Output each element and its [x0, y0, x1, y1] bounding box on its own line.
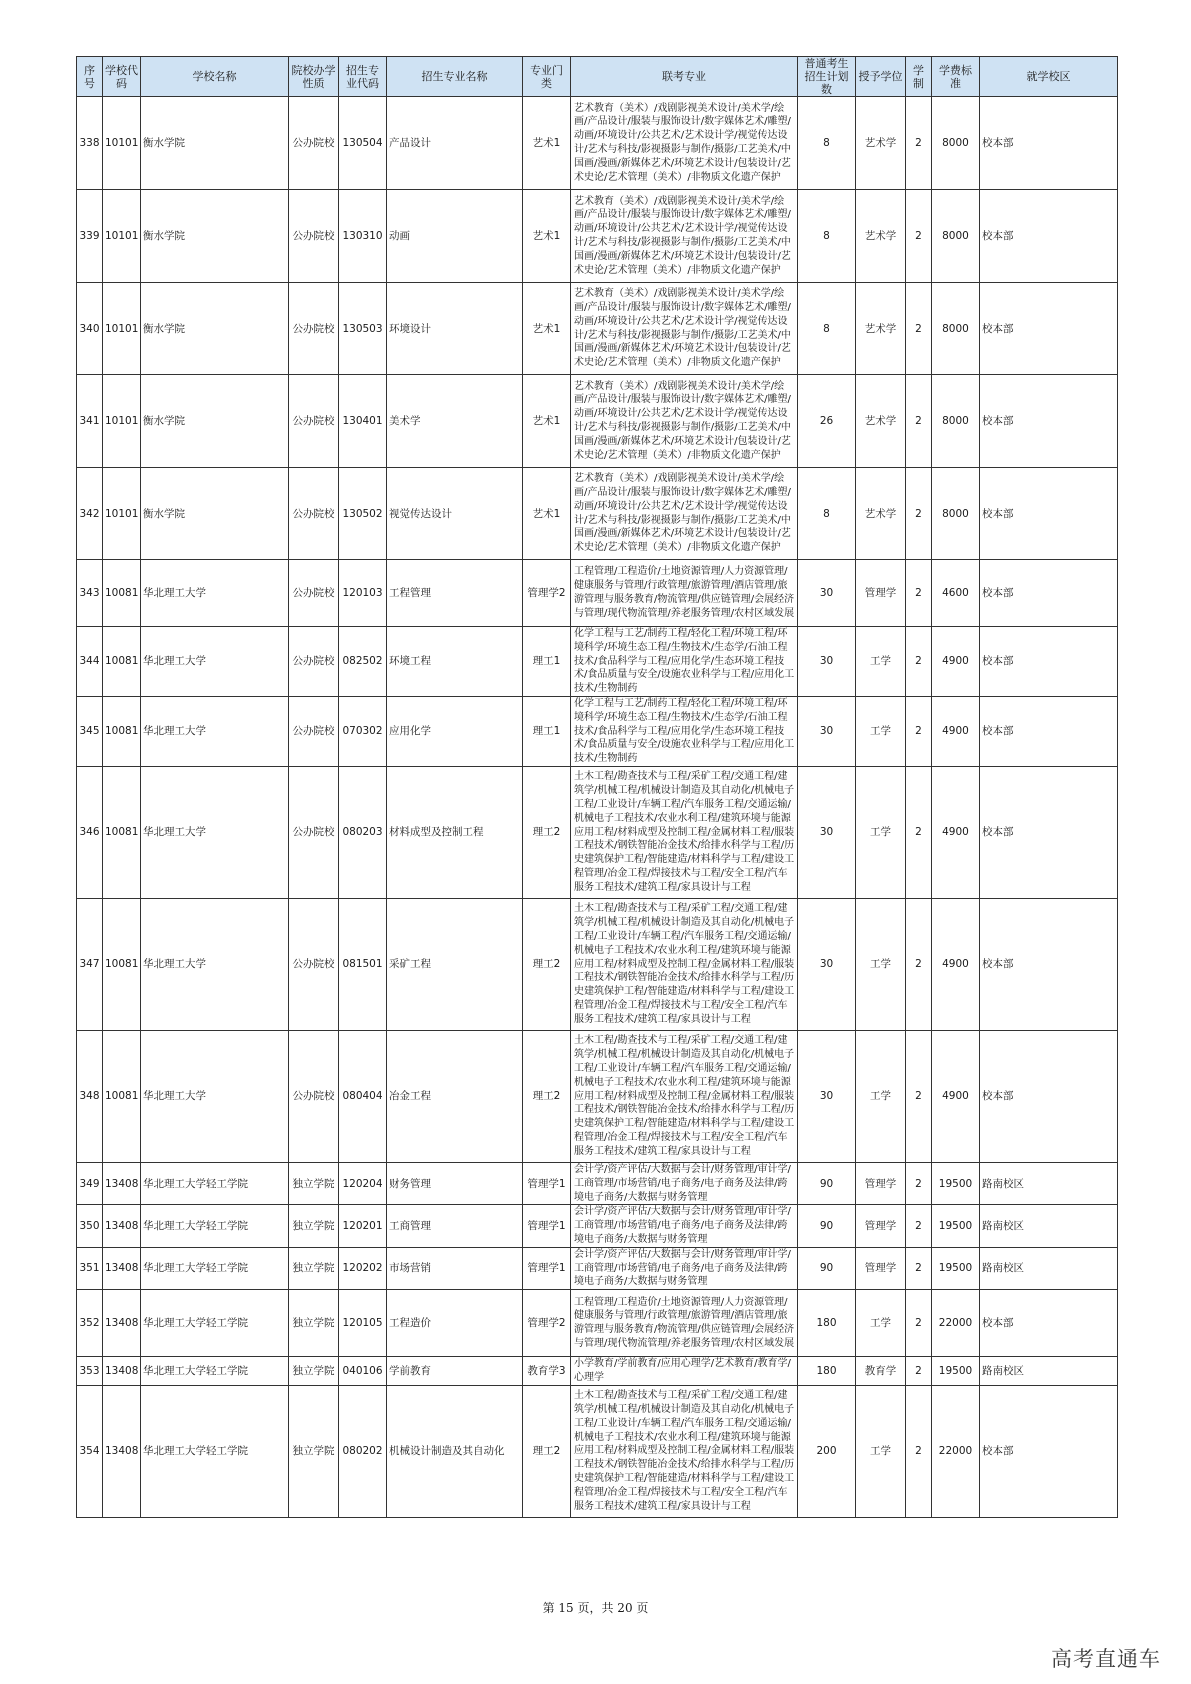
- cell-degree: 艺术学: [856, 283, 906, 375]
- header-row: [77, 57, 1118, 97]
- cell-school-name: 华北理工大学轻工学院: [141, 1385, 289, 1517]
- cell-campus: 校本部: [980, 627, 1118, 697]
- cell-major-name: 工程管理: [387, 560, 523, 627]
- cell-school-code: 10081: [103, 1030, 141, 1162]
- cell-seq: 352: [77, 1290, 103, 1357]
- cell-campus: 校本部: [980, 375, 1118, 468]
- header-category: 专业门类: [523, 57, 571, 97]
- cell-fee: 4900: [932, 627, 980, 697]
- cell-related: 艺术教育（美术）/戏剧影视美术设计/美术学/绘画/产品设计/服装与服饰设计/数字媒体艺术/雕塑/动画/环境设计/公共艺术/艺术设计学/视觉传达设计/艺术与科技/影视摄影与制作/摄影/工艺美术/中国画/漫画/新媒体艺术/环境艺术设计/包装设计/艺术史论/艺术管理（美术）/非物质文化遗产保护: [571, 190, 798, 283]
- table-row: [77, 560, 1118, 627]
- cell-plan: 30: [798, 1030, 856, 1162]
- cell-category: 艺术1: [523, 375, 571, 468]
- cell-campus: 路南校区: [980, 1205, 1118, 1247]
- header-degree: 授予学位: [856, 57, 906, 97]
- cell-school-name: 华北理工大学: [141, 696, 289, 766]
- cell-major-name: 视觉传达设计: [387, 468, 523, 560]
- cell-related: 艺术教育（美术）/戏剧影视美术设计/美术学/绘画/产品设计/服装与服饰设计/数字媒体艺术/雕塑/动画/环境设计/公共艺术/艺术设计学/视觉传达设计/艺术与科技/影视摄影与制作/摄影/工艺美术/中国画/漫画/新媒体艺术/环境艺术设计/包装设计/艺术史论/艺术管理（美术）/非物质文化遗产保护: [571, 97, 798, 190]
- cell-related: 土木工程/勘查技术与工程/采矿工程/交通工程/建筑学/机械工程/机械设计制造及其自动化/机械电子工程/工业设计/车辆工程/汽车服务工程/交通运输/机械电子工程技术/农业水利工程/建筑环境与能源应用工程/材料成型及控制工程/金属材料工程/服装工程技术/钢铁智能冶金技术/给排水科学与工程/历史建筑保护工程/智能建造/材料科学与工程/建设工程管理/冶金工程/焊接技术与工程/安全工程/汽车服务工程技术/建筑工程/家具设计与工程: [571, 1030, 798, 1162]
- cell-school-code: 13408: [103, 1290, 141, 1357]
- cell-school-name: 华北理工大学: [141, 560, 289, 627]
- cell-plan: 30: [798, 898, 856, 1030]
- cell-seq: 354: [77, 1385, 103, 1517]
- cell-years: 2: [906, 696, 932, 766]
- table-row: [77, 627, 1118, 697]
- cell-fee: 4900: [932, 1030, 980, 1162]
- cell-fee: 4900: [932, 766, 980, 898]
- cell-seq: 349: [77, 1162, 103, 1204]
- cell-related: 小学教育/学前教育/应用心理学/艺术教育/教育学/心理学: [571, 1357, 798, 1386]
- cell-fee: 22000: [932, 1385, 980, 1517]
- cell-related: 土木工程/勘查技术与工程/采矿工程/交通工程/建筑学/机械工程/机械设计制造及其自动化/机械电子工程/工业设计/车辆工程/汽车服务工程/交通运输/机械电子工程技术/农业水利工程/建筑环境与能源应用工程/材料成型及控制工程/金属材料工程/服装工程技术/钢铁智能冶金技术/给排水科学与工程/历史建筑保护工程/智能建造/材料科学与工程/建设工程管理/冶金工程/焊接技术与工程/安全工程/汽车服务工程技术/建筑工程/家具设计与工程: [571, 766, 798, 898]
- header-years: 学制: [906, 57, 932, 97]
- cell-major-code: 130401: [339, 375, 387, 468]
- cell-nature: 公办院校: [289, 468, 339, 560]
- cell-degree: 工学: [856, 696, 906, 766]
- cell-category: 管理学1: [523, 1162, 571, 1204]
- cell-years: 2: [906, 1247, 932, 1289]
- cell-years: 2: [906, 1205, 932, 1247]
- cell-category: 艺术1: [523, 97, 571, 190]
- cell-seq: 339: [77, 190, 103, 283]
- cell-fee: 22000: [932, 1290, 980, 1357]
- cell-years: 2: [906, 560, 932, 627]
- cell-plan: 90: [798, 1247, 856, 1289]
- cell-major-code: 082502: [339, 627, 387, 697]
- cell-category: 教育学3: [523, 1357, 571, 1386]
- cell-major-name: 应用化学: [387, 696, 523, 766]
- header-seq: 序号: [77, 57, 103, 97]
- cell-years: 2: [906, 1385, 932, 1517]
- cell-fee: 8000: [932, 375, 980, 468]
- cell-plan: 8: [798, 97, 856, 190]
- cell-major-code: 080202: [339, 1385, 387, 1517]
- cell-category: 理工2: [523, 1385, 571, 1517]
- table-row: [77, 1247, 1118, 1289]
- cell-campus: 校本部: [980, 898, 1118, 1030]
- cell-seq: 347: [77, 898, 103, 1030]
- table-row: [77, 1290, 1118, 1357]
- cell-major-code: 120103: [339, 560, 387, 627]
- cell-school-name: 华北理工大学: [141, 1030, 289, 1162]
- cell-nature: 公办院校: [289, 375, 339, 468]
- cell-nature: 独立学院: [289, 1357, 339, 1386]
- cell-campus: 校本部: [980, 468, 1118, 560]
- header-school-code: 学校代码: [103, 57, 141, 97]
- cell-plan: 180: [798, 1290, 856, 1357]
- cell-nature: 独立学院: [289, 1162, 339, 1204]
- cell-school-code: 13408: [103, 1162, 141, 1204]
- cell-major-name: 工程造价: [387, 1290, 523, 1357]
- cell-fee: 19500: [932, 1205, 980, 1247]
- cell-campus: 校本部: [980, 190, 1118, 283]
- cell-category: 管理学2: [523, 1290, 571, 1357]
- cell-related: 会计学/资产评估/大数据与会计/财务管理/审计学/工商管理/市场营销/电子商务/电子商务及法律/跨境电子商务/大数据与财务管理: [571, 1205, 798, 1247]
- table-row: [77, 1357, 1118, 1386]
- header-school-name: 学校名称: [141, 57, 289, 97]
- cell-years: 2: [906, 468, 932, 560]
- cell-major-name: 产品设计: [387, 97, 523, 190]
- cell-fee: 8000: [932, 190, 980, 283]
- cell-school-code: 13408: [103, 1357, 141, 1386]
- cell-nature: 公办院校: [289, 627, 339, 697]
- cell-seq: 348: [77, 1030, 103, 1162]
- header-fee: 学费标准: [932, 57, 980, 97]
- cell-school-name: 华北理工大学: [141, 766, 289, 898]
- cell-years: 2: [906, 375, 932, 468]
- cell-school-name: 华北理工大学轻工学院: [141, 1357, 289, 1386]
- cell-seq: 341: [77, 375, 103, 468]
- cell-nature: 独立学院: [289, 1247, 339, 1289]
- cell-related: 工程管理/工程造价/土地资源管理/人力资源管理/健康服务与管理/行政管理/旅游管理/酒店管理/旅游管理与服务教育/物流管理/供应链管理/会展经济与管理/现代物流管理/养老服务管理/农村区域发展: [571, 1290, 798, 1357]
- cell-related: 工程管理/工程造价/土地资源管理/人力资源管理/健康服务与管理/行政管理/旅游管理/酒店管理/旅游管理与服务教育/物流管理/供应链管理/会展经济与管理/现代物流管理/养老服务管理/农村区域发展: [571, 560, 798, 627]
- cell-school-name: 衡水学院: [141, 97, 289, 190]
- cell-campus: 校本部: [980, 1385, 1118, 1517]
- cell-school-name: 华北理工大学轻工学院: [141, 1205, 289, 1247]
- table-row: [77, 1162, 1118, 1204]
- cell-years: 2: [906, 1162, 932, 1204]
- table-row: [77, 283, 1118, 375]
- cell-nature: 独立学院: [289, 1290, 339, 1357]
- cell-nature: 公办院校: [289, 696, 339, 766]
- table-row: [77, 766, 1118, 898]
- cell-campus: 路南校区: [980, 1357, 1118, 1386]
- cell-years: 2: [906, 1357, 932, 1386]
- table-row: [77, 1385, 1118, 1517]
- cell-major-name: 美术学: [387, 375, 523, 468]
- cell-campus: 校本部: [980, 1030, 1118, 1162]
- cell-nature: 公办院校: [289, 560, 339, 627]
- cell-degree: 工学: [856, 627, 906, 697]
- cell-plan: 8: [798, 468, 856, 560]
- cell-school-code: 10081: [103, 560, 141, 627]
- cell-degree: 工学: [856, 898, 906, 1030]
- cell-related: 会计学/资产评估/大数据与会计/财务管理/审计学/工商管理/市场营销/电子商务/电子商务及法律/跨境电子商务/大数据与财务管理: [571, 1162, 798, 1204]
- cell-seq: 350: [77, 1205, 103, 1247]
- cell-plan: 90: [798, 1162, 856, 1204]
- cell-years: 2: [906, 97, 932, 190]
- cell-plan: 30: [798, 766, 856, 898]
- cell-major-code: 070302: [339, 696, 387, 766]
- cell-school-name: 衡水学院: [141, 190, 289, 283]
- cell-plan: 30: [798, 696, 856, 766]
- cell-degree: 工学: [856, 766, 906, 898]
- cell-school-name: 华北理工大学: [141, 627, 289, 697]
- cell-school-code: 10081: [103, 898, 141, 1030]
- cell-category: 理工2: [523, 1030, 571, 1162]
- page-footer: 第 15 页，共 20 页: [542, 1601, 649, 1615]
- cell-major-name: 材料成型及控制工程: [387, 766, 523, 898]
- table-row: [77, 1030, 1118, 1162]
- cell-fee: 4900: [932, 696, 980, 766]
- cell-category: 理工1: [523, 627, 571, 697]
- cell-years: 2: [906, 898, 932, 1030]
- cell-seq: 346: [77, 766, 103, 898]
- header-related: 联考专业: [571, 57, 798, 97]
- cell-major-code: 040106: [339, 1357, 387, 1386]
- cell-campus: 校本部: [980, 696, 1118, 766]
- table-row: [77, 375, 1118, 468]
- cell-degree: 艺术学: [856, 375, 906, 468]
- cell-degree: 管理学: [856, 1205, 906, 1247]
- cell-related: 艺术教育（美术）/戏剧影视美术设计/美术学/绘画/产品设计/服装与服饰设计/数字媒体艺术/雕塑/动画/环境设计/公共艺术/艺术设计学/视觉传达设计/艺术与科技/影视摄影与制作/摄影/工艺美术/中国画/漫画/新媒体艺术/环境艺术设计/包装设计/艺术史论/艺术管理（美术）/非物质文化遗产保护: [571, 375, 798, 468]
- cell-nature: 公办院校: [289, 766, 339, 898]
- cell-related: 化学工程与工艺/制药工程/轻化工程/环境工程/环境科学/环境生态工程/生物技术/生态学/石油工程技术/食品科学与工程/应用化学/生态环境工程技术/食品质量与安全/设施农业科学与工程/应用化工技术/生物制药: [571, 627, 798, 697]
- cell-plan: 200: [798, 1385, 856, 1517]
- cell-related: 土木工程/勘查技术与工程/采矿工程/交通工程/建筑学/机械工程/机械设计制造及其自动化/机械电子工程/工业设计/车辆工程/汽车服务工程/交通运输/机械电子工程技术/农业水利工程/建筑环境与能源应用工程/材料成型及控制工程/金属材料工程/服装工程技术/钢铁智能冶金技术/给排水科学与工程/历史建筑保护工程/智能建造/材料科学与工程/建设工程管理/冶金工程/焊接技术与工程/安全工程/汽车服务工程技术/建筑工程/家具设计与工程: [571, 898, 798, 1030]
- cell-school-name: 华北理工大学轻工学院: [141, 1247, 289, 1289]
- cell-major-code: 120202: [339, 1247, 387, 1289]
- cell-school-code: 10101: [103, 375, 141, 468]
- cell-fee: 19500: [932, 1162, 980, 1204]
- cell-years: 2: [906, 766, 932, 898]
- cell-related: 艺术教育（美术）/戏剧影视美术设计/美术学/绘画/产品设计/服装与服饰设计/数字媒体艺术/雕塑/动画/环境设计/公共艺术/艺术设计学/视觉传达设计/艺术与科技/影视摄影与制作/摄影/工艺美术/中国画/漫画/新媒体艺术/环境艺术设计/包装设计/艺术史论/艺术管理（美术）/非物质文化遗产保护: [571, 468, 798, 560]
- watermark: 高考直通车: [1051, 1647, 1161, 1671]
- cell-major-code: 130504: [339, 97, 387, 190]
- cell-school-code: 10081: [103, 696, 141, 766]
- cell-major-name: 动画: [387, 190, 523, 283]
- cell-category: 管理学1: [523, 1205, 571, 1247]
- cell-category: 艺术1: [523, 190, 571, 283]
- cell-years: 2: [906, 627, 932, 697]
- cell-fee: 4900: [932, 898, 980, 1030]
- cell-school-code: 10101: [103, 283, 141, 375]
- cell-major-code: 120201: [339, 1205, 387, 1247]
- cell-school-code: 10081: [103, 766, 141, 898]
- cell-category: 理工2: [523, 898, 571, 1030]
- cell-plan: 8: [798, 190, 856, 283]
- cell-degree: 工学: [856, 1290, 906, 1357]
- cell-fee: 19500: [932, 1357, 980, 1386]
- cell-major-name: 财务管理: [387, 1162, 523, 1204]
- cell-major-name: 环境设计: [387, 283, 523, 375]
- cell-major-name: 冶金工程: [387, 1030, 523, 1162]
- cell-years: 2: [906, 190, 932, 283]
- cell-nature: 独立学院: [289, 1385, 339, 1517]
- cell-school-code: 10101: [103, 468, 141, 560]
- cell-major-name: 工商管理: [387, 1205, 523, 1247]
- admissions-table: [76, 56, 1118, 1518]
- cell-related: 会计学/资产评估/大数据与会计/财务管理/审计学/工商管理/市场营销/电子商务/电子商务及法律/跨境电子商务/大数据与财务管理: [571, 1247, 798, 1289]
- cell-major-name: 采矿工程: [387, 898, 523, 1030]
- cell-plan: 30: [798, 560, 856, 627]
- header-campus: 就学校区: [980, 57, 1118, 97]
- cell-related: 化学工程与工艺/制药工程/轻化工程/环境工程/环境科学/环境生态工程/生物技术/生态学/石油工程技术/食品科学与工程/应用化学/生态环境工程技术/食品质量与安全/设施农业科学与工程/应用化工技术/生物制药: [571, 696, 798, 766]
- cell-category: 艺术1: [523, 283, 571, 375]
- cell-major-code: 120105: [339, 1290, 387, 1357]
- cell-campus: 校本部: [980, 766, 1118, 898]
- cell-fee: 8000: [932, 468, 980, 560]
- cell-school-code: 13408: [103, 1205, 141, 1247]
- cell-degree: 艺术学: [856, 468, 906, 560]
- cell-seq: 344: [77, 627, 103, 697]
- cell-campus: 校本部: [980, 560, 1118, 627]
- cell-nature: 独立学院: [289, 1205, 339, 1247]
- cell-category: 艺术1: [523, 468, 571, 560]
- cell-major-code: 120204: [339, 1162, 387, 1204]
- cell-campus: 校本部: [980, 1290, 1118, 1357]
- cell-plan: 8: [798, 283, 856, 375]
- cell-campus: 路南校区: [980, 1247, 1118, 1289]
- cell-major-code: 130502: [339, 468, 387, 560]
- cell-plan: 30: [798, 627, 856, 697]
- cell-school-code: 10081: [103, 627, 141, 697]
- cell-nature: 公办院校: [289, 283, 339, 375]
- cell-seq: 343: [77, 560, 103, 627]
- cell-degree: 管理学: [856, 1162, 906, 1204]
- cell-seq: 345: [77, 696, 103, 766]
- cell-seq: 340: [77, 283, 103, 375]
- table-row: [77, 468, 1118, 560]
- cell-school-name: 衡水学院: [141, 468, 289, 560]
- cell-related: 土木工程/勘查技术与工程/采矿工程/交通工程/建筑学/机械工程/机械设计制造及其自动化/机械电子工程/工业设计/车辆工程/汽车服务工程/交通运输/机械电子工程技术/农业水利工程/建筑环境与能源应用工程/材料成型及控制工程/金属材料工程/服装工程技术/钢铁智能冶金技术/给排水科学与工程/历史建筑保护工程/智能建造/材料科学与工程/建设工程管理/冶金工程/焊接技术与工程/安全工程/汽车服务工程技术/建筑工程/家具设计与工程: [571, 1385, 798, 1517]
- cell-school-code: 13408: [103, 1385, 141, 1517]
- header-major-name: 招生专业名称: [387, 57, 523, 97]
- cell-nature: 公办院校: [289, 898, 339, 1030]
- cell-degree: 工学: [856, 1385, 906, 1517]
- table-row: [77, 696, 1118, 766]
- cell-school-name: 衡水学院: [141, 375, 289, 468]
- cell-campus: 校本部: [980, 283, 1118, 375]
- table-row: [77, 1205, 1118, 1247]
- cell-fee: 8000: [932, 283, 980, 375]
- cell-major-code: 080203: [339, 766, 387, 898]
- cell-seq: 353: [77, 1357, 103, 1386]
- cell-degree: 管理学: [856, 560, 906, 627]
- table-row: [77, 898, 1118, 1030]
- cell-campus: 校本部: [980, 97, 1118, 190]
- cell-nature: 公办院校: [289, 97, 339, 190]
- cell-fee: 19500: [932, 1247, 980, 1289]
- cell-years: 2: [906, 1290, 932, 1357]
- cell-school-name: 华北理工大学轻工学院: [141, 1162, 289, 1204]
- cell-years: 2: [906, 1030, 932, 1162]
- cell-category: 理工2: [523, 766, 571, 898]
- cell-school-name: 华北理工大学轻工学院: [141, 1290, 289, 1357]
- cell-school-code: 13408: [103, 1247, 141, 1289]
- cell-nature: 公办院校: [289, 1030, 339, 1162]
- cell-related: 艺术教育（美术）/戏剧影视美术设计/美术学/绘画/产品设计/服装与服饰设计/数字媒体艺术/雕塑/动画/环境设计/公共艺术/艺术设计学/视觉传达设计/艺术与科技/影视摄影与制作/摄影/工艺美术/中国画/漫画/新媒体艺术/环境艺术设计/包装设计/艺术史论/艺术管理（美术）/非物质文化遗产保护: [571, 283, 798, 375]
- table-body: [77, 97, 1118, 1518]
- header-nature: 院校办学性质: [289, 57, 339, 97]
- cell-school-name: 衡水学院: [141, 283, 289, 375]
- cell-seq: 351: [77, 1247, 103, 1289]
- cell-fee: 8000: [932, 97, 980, 190]
- cell-degree: 艺术学: [856, 97, 906, 190]
- cell-degree: 艺术学: [856, 190, 906, 283]
- cell-category: 管理学1: [523, 1247, 571, 1289]
- cell-plan: 180: [798, 1357, 856, 1386]
- cell-category: 管理学2: [523, 560, 571, 627]
- cell-school-code: 10101: [103, 97, 141, 190]
- cell-plan: 26: [798, 375, 856, 468]
- cell-years: 2: [906, 283, 932, 375]
- cell-school-name: 华北理工大学: [141, 898, 289, 1030]
- cell-plan: 90: [798, 1205, 856, 1247]
- cell-major-code: 130503: [339, 283, 387, 375]
- cell-major-code: 081501: [339, 898, 387, 1030]
- cell-major-name: 机械设计制造及其自动化: [387, 1385, 523, 1517]
- cell-degree: 教育学: [856, 1357, 906, 1386]
- table-row: [77, 97, 1118, 190]
- cell-major-code: 080404: [339, 1030, 387, 1162]
- header-plan: 普通考生招生计划数: [798, 57, 856, 97]
- cell-major-name: 学前教育: [387, 1357, 523, 1386]
- cell-major-name: 市场营销: [387, 1247, 523, 1289]
- cell-major-name: 环境工程: [387, 627, 523, 697]
- cell-degree: 工学: [856, 1030, 906, 1162]
- cell-seq: 342: [77, 468, 103, 560]
- cell-degree: 管理学: [856, 1247, 906, 1289]
- cell-nature: 公办院校: [289, 190, 339, 283]
- cell-major-code: 130310: [339, 190, 387, 283]
- cell-category: 理工1: [523, 696, 571, 766]
- header-major-code: 招生专业代码: [339, 57, 387, 97]
- cell-school-code: 10101: [103, 190, 141, 283]
- table-row: [77, 190, 1118, 283]
- cell-campus: 路南校区: [980, 1162, 1118, 1204]
- cell-seq: 338: [77, 97, 103, 190]
- cell-fee: 4600: [932, 560, 980, 627]
